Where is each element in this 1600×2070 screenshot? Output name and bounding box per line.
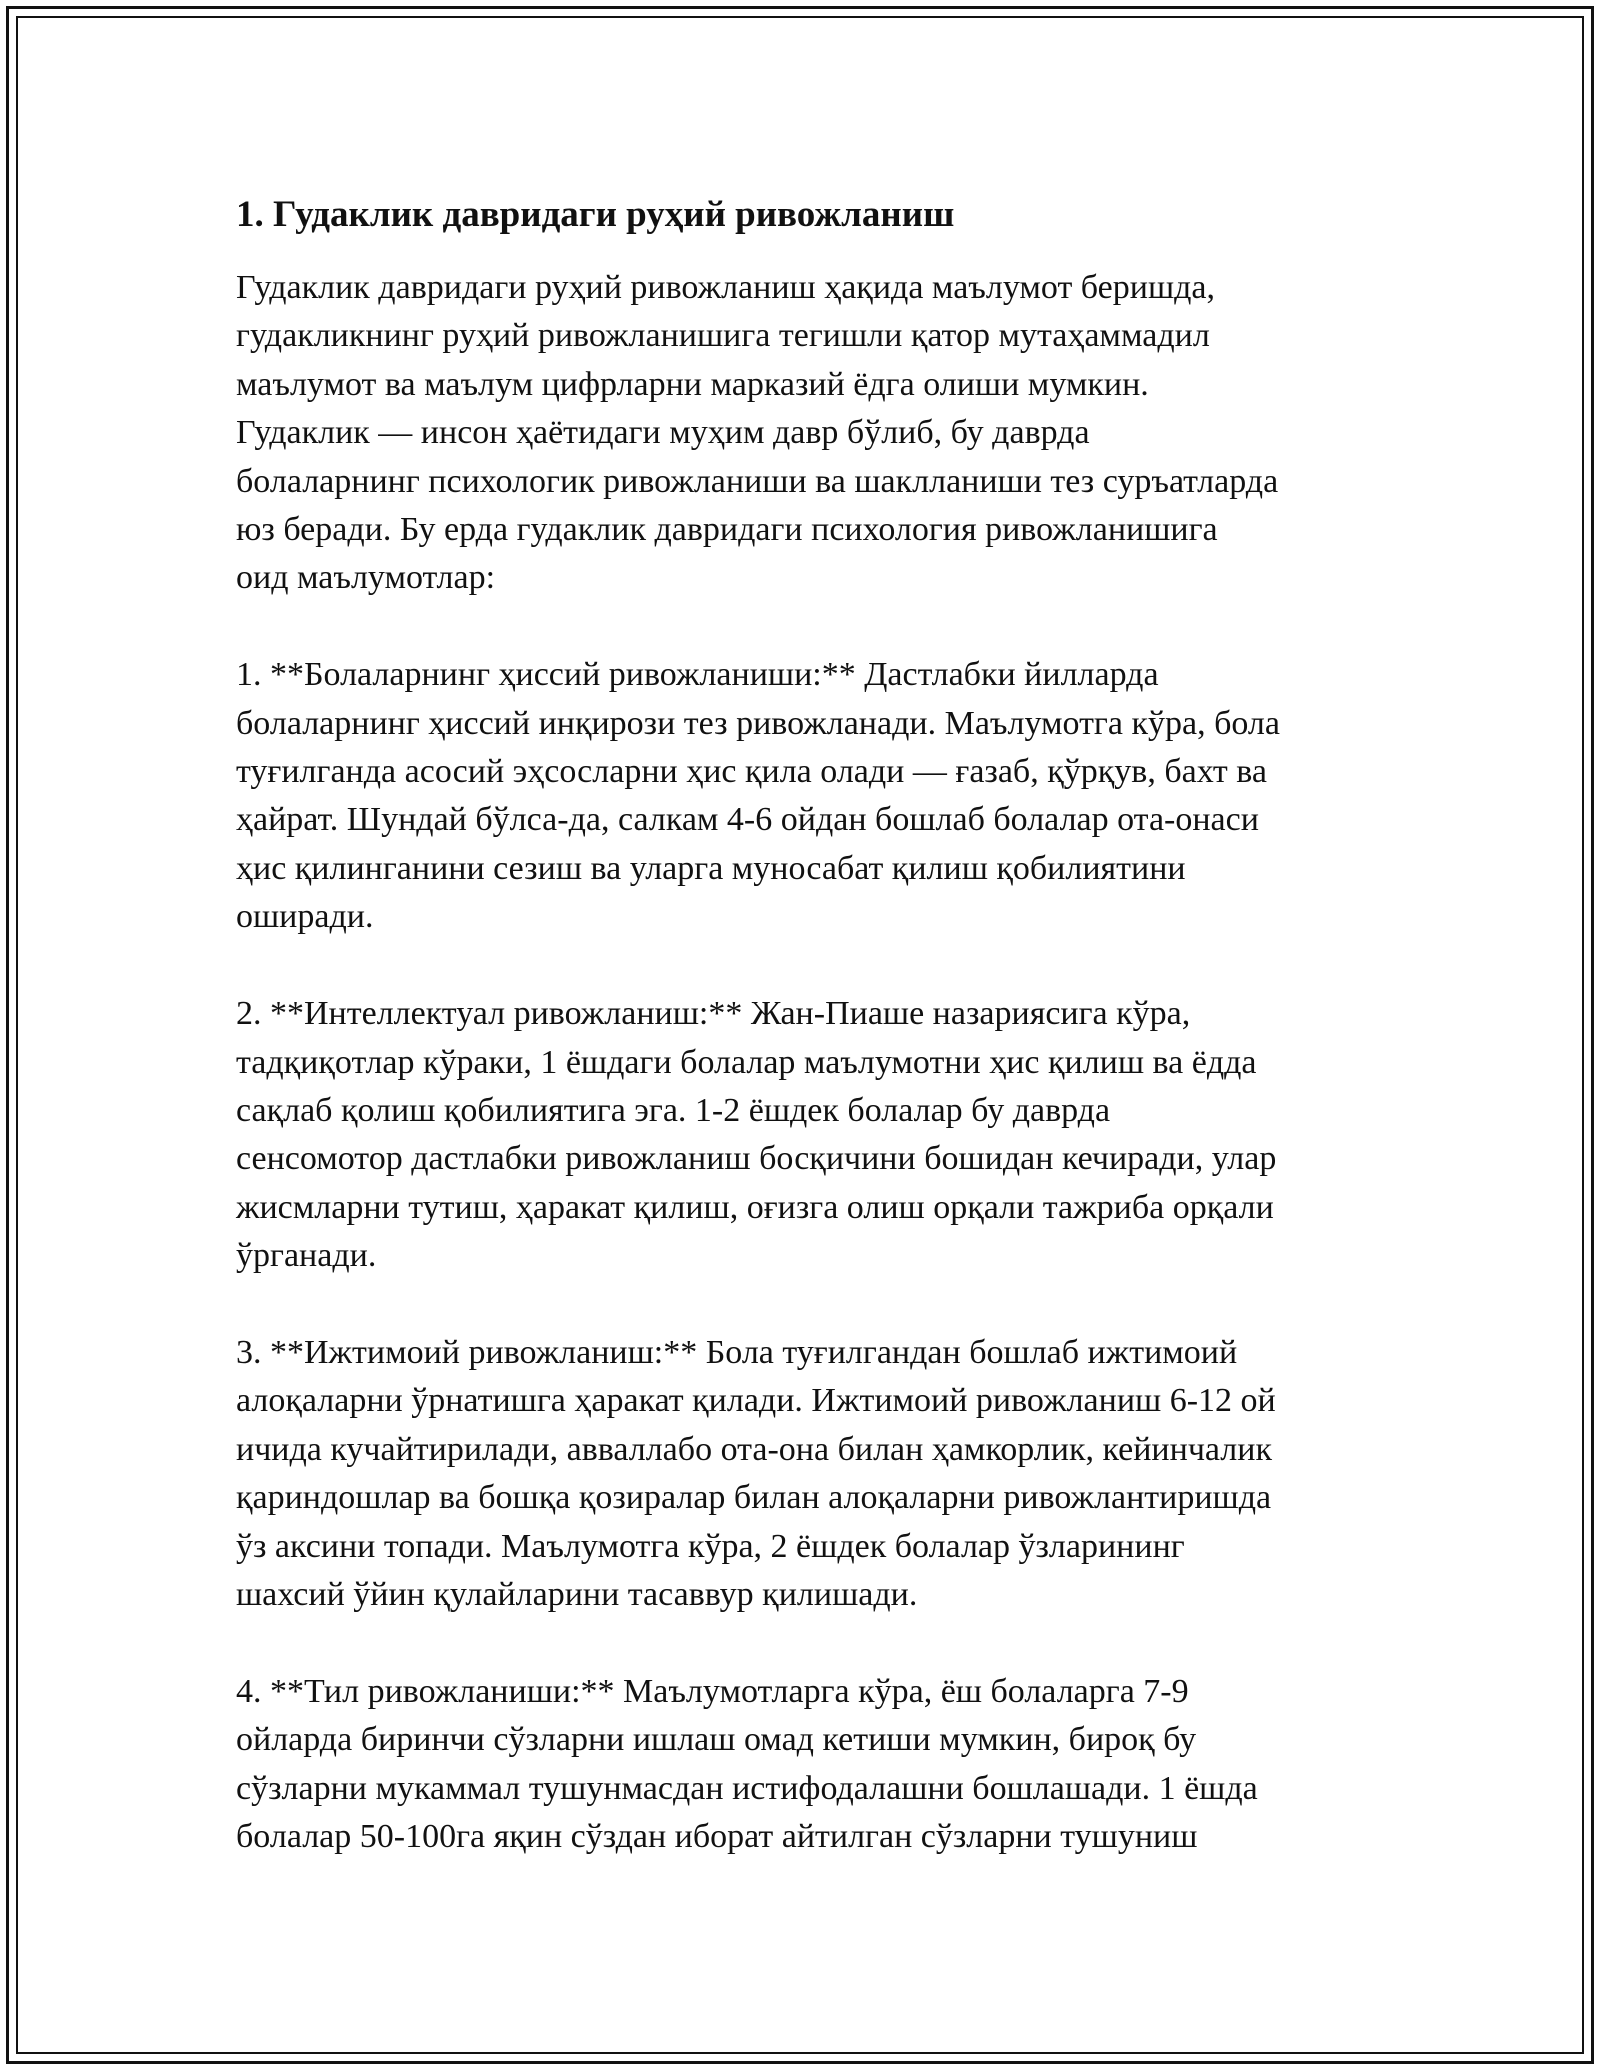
document-title: 1. Гудаклик давридаги руҳий ривожланиш xyxy=(236,194,955,235)
document-body: Гудаклик давридаги руҳий ривожланиш ҳақида маълумот беришда, гудакликнинг руҳий ривожланишига тегишли қатор мутаҳаммадил маълумот ва маълум цифрларни марказий ёдга олиши мумкин. Гудаклик — инсон ҳаётидаги муҳим давр бўлиб, бу даврда болаларнинг психологик ривожланиши ва шаклланиши тез суръатларда юз беради. Бу ерда гудаклик давридаги психология ривожланишига оид маълумотлар: 1. **Болаларнинг ҳиссий ривожланиши:** Дастлабки йилларда болаларнинг ҳиссий инқирози тез ривожланади. Маълумотга кўра, бола туғилганда асосий эҳсосларни ҳис қила олади — ғазаб, қўрқув, бахт ва ҳайрат. Шундай бўлса-да, салкам 4-6 ойдан бошлаб болалар ота-онаси ҳис қилинганини сезиш ва уларга муносабат қилиш қобилиятини оширади. 2. **Интеллектуал ривожланиш:** Жан-Пиаше назариясига кўра, тадқиқотлар кўраки, 1 ёшдаги болалар маълумотни ҳис қилиш ва ёдда сақлаб қолиш қобилиятига эга. 1-2 ёшдек болалар бу даврда сенсомотор дастлабки ривожланиш босқичини бошидан кечиради, улар жисмларни тутиш, ҳаракат қилиш, оғизга олиш орқали тажриба орқали ўрганади. 3. **Ижтимоий ривожланиш:** Бола туғилгандан бошлаб ижтимоий алоқаларни ўрнатишга ҳаракат қилади. Ижтимоий ривожланиш 6-12 ой ичида кучайтирилади, авваллабо ота-она билан ҳамкорлик, кейинчалик қариндошлар ва бошқа қозиралар билан алоқаларни ривожлантиришда ўз аксини топади. Маълумотга кўра, 2 ёшдек болалар ўзларининг шахсий ўйин қулайларини тасаввур қилишади. 4. **Тил ривожланиши:** Маълумотларга кўра, ёш болаларга 7-9 ойларда биринчи сўзларни ишлаш омад кетиши мумкин, бироқ бу сўзларни мукаммал тушунмасдан истифодалашни бошлашади. 1 ёшда болалар 50-100га яқин сўздан иборат айтилган сўзларни тушуниш xyxy=(236,269,1280,1855)
document-content xyxy=(236,190,1386,1861)
